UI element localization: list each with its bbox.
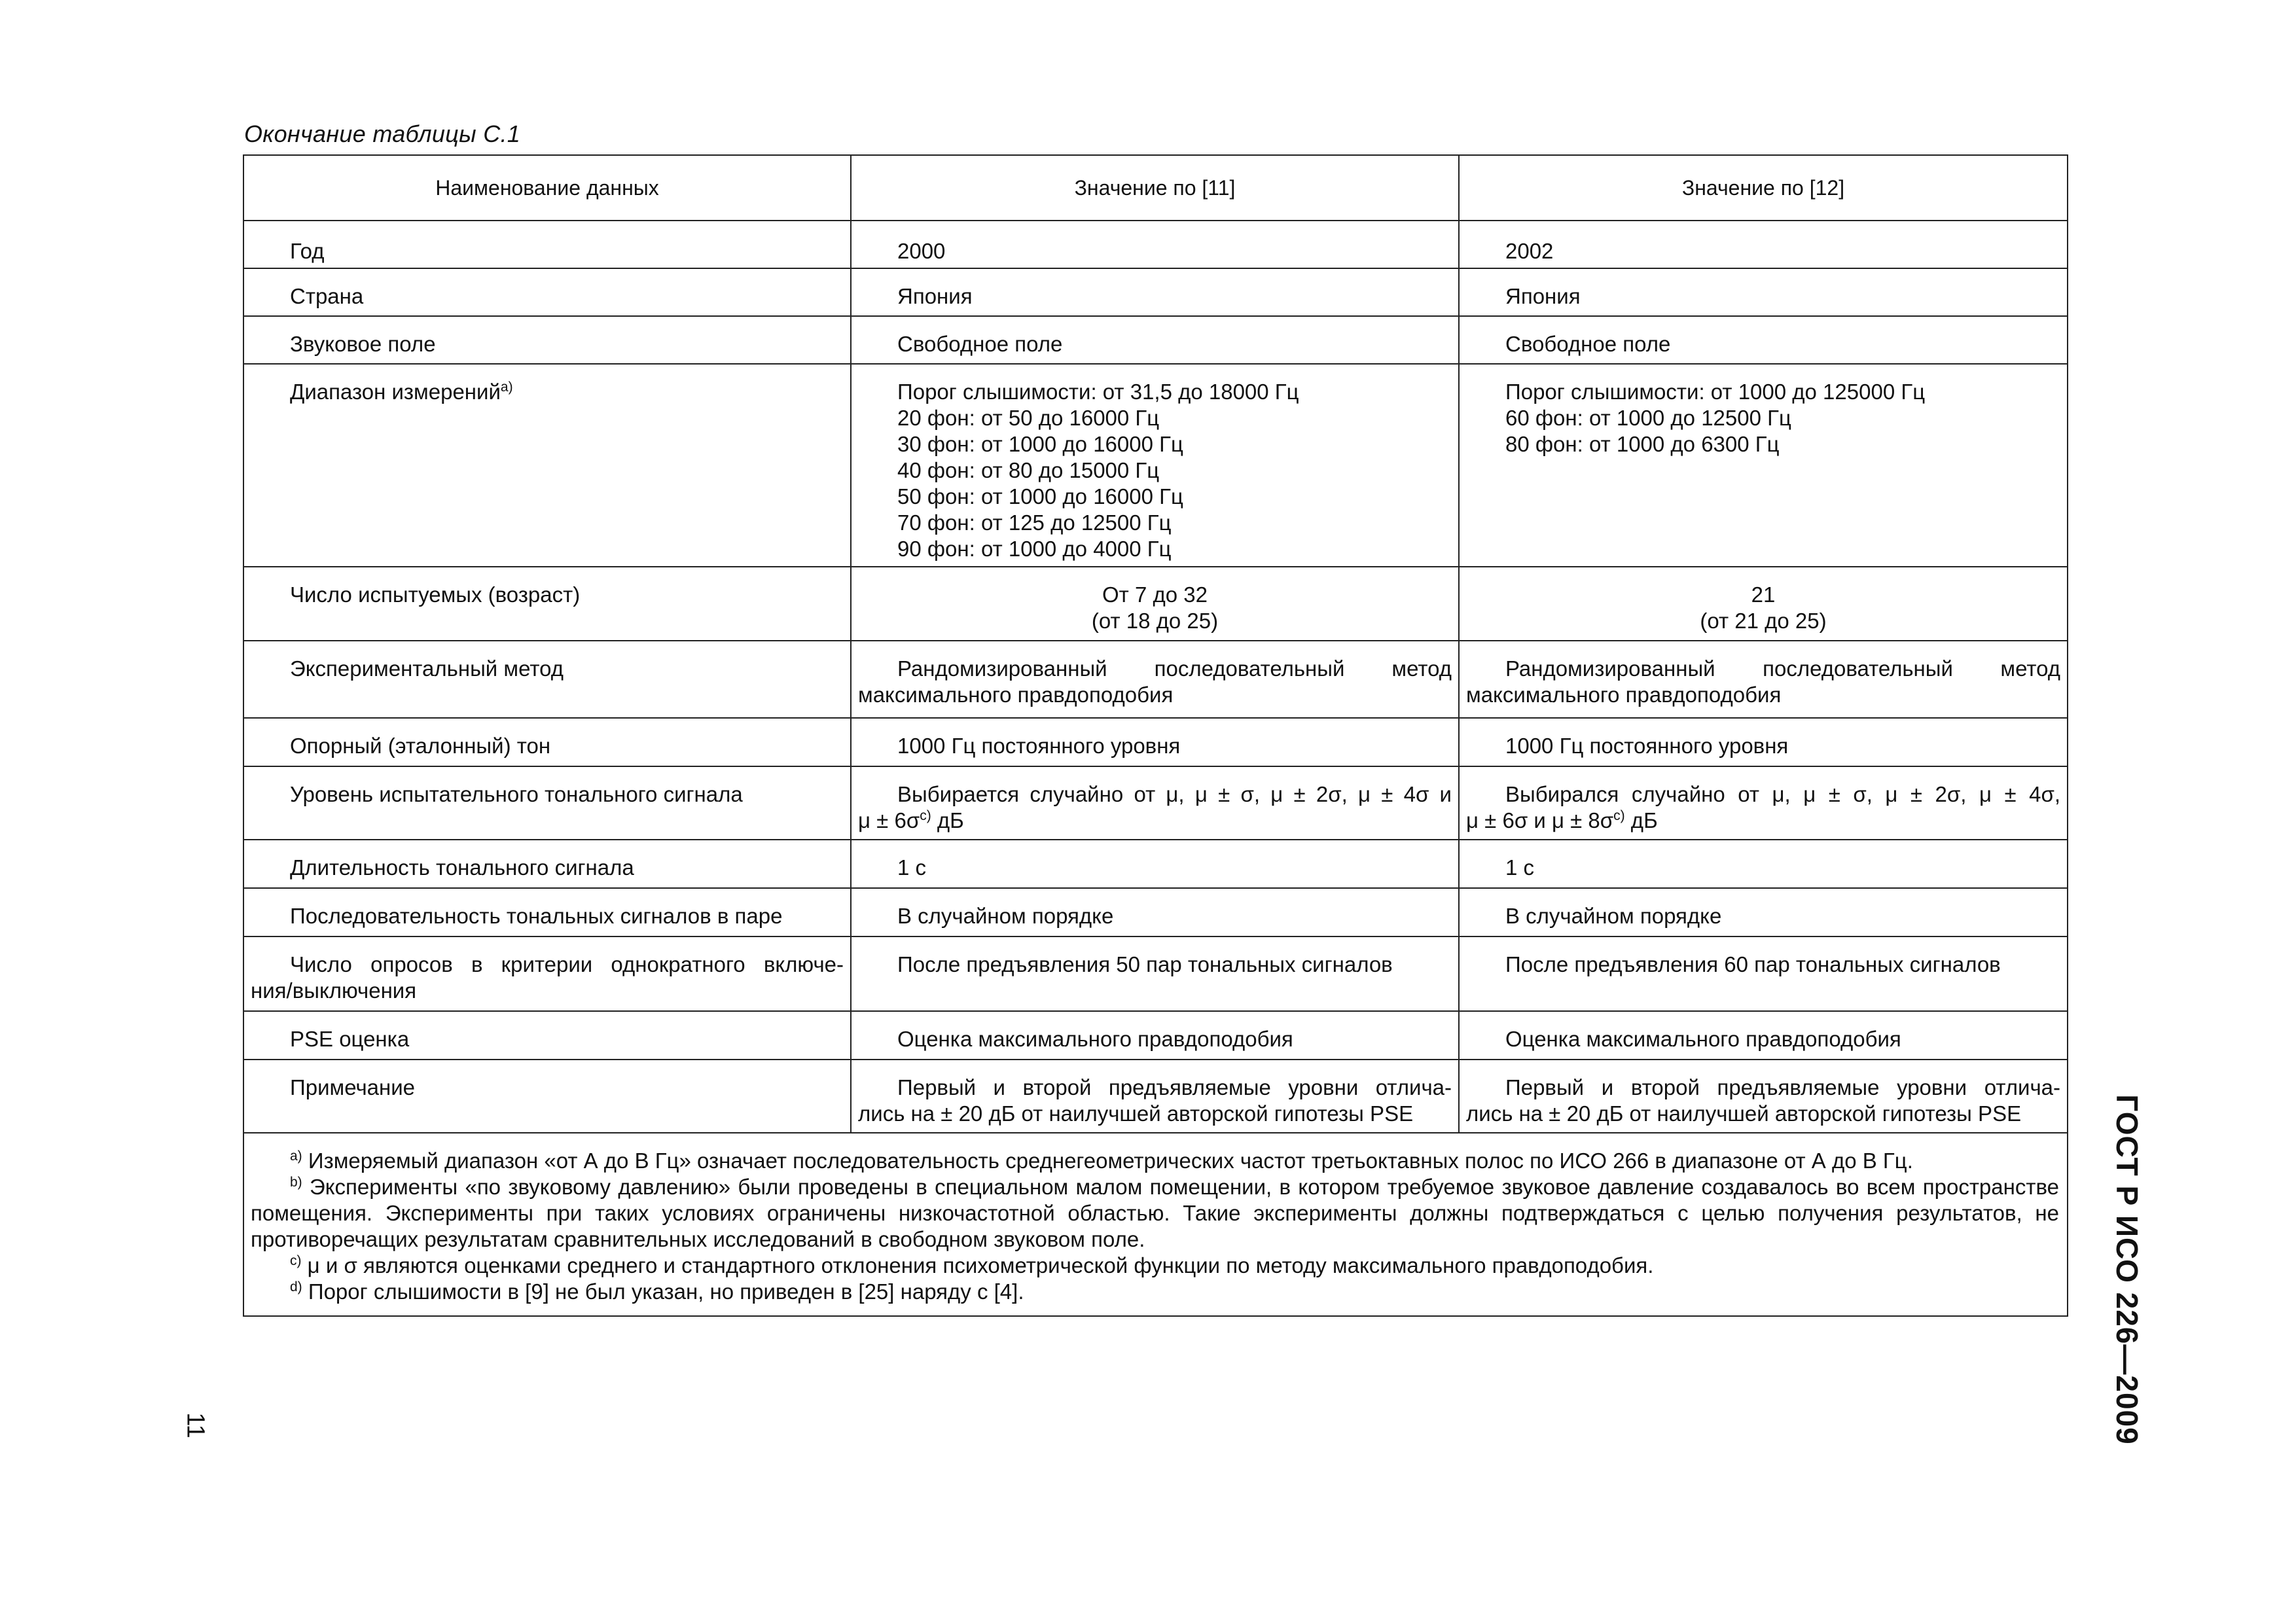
row-name-queries (243, 936, 851, 1011)
note-line: Первый и второй предъявляемые уровни отлича- (1505, 1075, 2060, 1099)
footnote-a (251, 1148, 2059, 1174)
row-name-sound-field: Звуковое поле (243, 316, 851, 364)
table-header-row (243, 155, 2068, 221)
row-value-11-year: 2000 (851, 221, 1459, 268)
page-number (175, 1406, 215, 1445)
row-value-12-sound-field: Свободное поле (1459, 316, 2068, 364)
row-value-12-subjects (1459, 567, 2068, 641)
row-value-12-reference-tone: 1000 Гц постоянного уровня (1459, 718, 2068, 766)
range-line: 40 фон: от 80 до 15000 Гц (897, 458, 1160, 482)
row-value-12-sequence: В случайном порядке (1459, 888, 2068, 936)
row-value-12-test-level (1459, 766, 2068, 840)
range-line: Порог слышимости: от 31,5 до 18000 Гц (897, 380, 1299, 404)
table-row (243, 221, 2068, 268)
row-value-11-note (851, 1060, 1459, 1133)
range-line: 70 фон: от 125 до 12500 Гц (897, 510, 1172, 535)
range-line: 80 фон: от 1000 до 6300 Гц (1505, 432, 1780, 456)
row-value-12-range (1459, 364, 2068, 567)
row-value-11-range (851, 364, 1459, 567)
method-line: максимального правдоподобия (858, 683, 1174, 707)
subjects-count: 21 (1751, 582, 1776, 607)
row-value-11-sound-field: Свободное поле (851, 316, 1459, 364)
range-line: 60 фон: от 1000 до 12500 Гц (1505, 406, 1791, 430)
footnote-c (251, 1253, 2059, 1279)
range-line: 30 фон: от 1000 до 16000 Гц (897, 432, 1183, 456)
footnote-d (251, 1279, 2059, 1305)
test-level-formula: μ ± 6σ (858, 808, 920, 832)
footnotes (243, 1133, 2068, 1316)
method-line: Рандомизированный последовательный метод (1505, 656, 2060, 681)
note-line: лись на ± 20 дБ от наилучшей авторской гипотезы PSE (858, 1101, 1414, 1126)
table-row (243, 1060, 2068, 1133)
footnotes-row (243, 1133, 2068, 1316)
row-name-sequence: Последовательность тональных сигналов в паре (243, 888, 851, 936)
table-row (243, 567, 2068, 641)
footnote-mark: b) (290, 1175, 302, 1190)
row-value-11-country: Япония (851, 268, 1459, 316)
table-row (243, 888, 2068, 936)
row-name-method: Экспериментальный метод (243, 641, 851, 718)
table-caption: Окончание таблицы С.1 (244, 120, 521, 147)
method-line: максимального правдоподобия (1466, 683, 1782, 707)
range-label: Диапазон измерений (290, 380, 501, 404)
table-row (243, 268, 2068, 316)
row-name-year: Год (243, 221, 851, 268)
footnote-b (251, 1174, 2059, 1253)
subjects-count: От 7 до 32 (1102, 582, 1208, 607)
row-name-reference-tone: Опорный (эталонный) тон (243, 718, 851, 766)
document-standard-title (2094, 1094, 2160, 1445)
footnote-ref-a: а) (500, 380, 513, 395)
table-row (243, 840, 2068, 888)
row-value-11-sequence: В случайном порядке (851, 888, 1459, 936)
footnote-mark: а) (290, 1149, 302, 1164)
row-value-11-method (851, 641, 1459, 718)
table-row (243, 766, 2068, 840)
range-line: Порог слышимости: от 1000 до 125000 Гц (1505, 380, 1926, 404)
row-value-11-reference-tone: 1000 Гц постоянного уровня (851, 718, 1459, 766)
range-line: 20 фон: от 50 до 16000 Гц (897, 406, 1160, 430)
row-name-test-level: Уровень испытательного тонального сигнала (243, 766, 851, 840)
queries-label-line: ния/выключения (251, 978, 417, 1003)
footnote-mark: с) (290, 1253, 302, 1268)
subjects-age: (от 21 до 25) (1700, 609, 1827, 633)
footnote-mark: d) (290, 1279, 302, 1294)
footnote-ref-c: с) (1613, 808, 1625, 823)
row-value-11-test-level (851, 766, 1459, 840)
test-level-line (858, 808, 1452, 834)
footnote-text: Эксперименты «по звуковому давлению» были проведены в специальном малом помещении, в котором требуемое звуковое давление создавалось во всем пространстве помещения. Эксперименты при таких условиях ограничены низкочастотной областью. Такие эксперименты должны подтверждаться с целью получения результатов, не противоречащих результатам сравнительных исследований в свободном звуковом поле. (251, 1175, 2059, 1251)
row-value-12-country: Япония (1459, 268, 2068, 316)
footnote-text: Порог слышимости в [9] не был указан, но приведен в [25] наряду с [4]. (308, 1279, 1024, 1304)
row-name-note: Примечание (243, 1060, 851, 1133)
table-row (243, 936, 2068, 1011)
footnote-text: μ и σ являются оценками среднего и стандартного отклонения психометрической функции по методу максимального правдоподобия. (307, 1253, 1654, 1277)
subjects-age: (от 18 до 25) (1091, 609, 1219, 633)
test-level-line: Выбирался случайно от μ, μ ± σ, μ ± 2σ, μ ± 4σ, (1505, 782, 2060, 806)
test-level-unit: дБ (931, 808, 964, 832)
range-line: 50 фон: от 1000 до 16000 Гц (897, 484, 1183, 508)
row-value-12-queries: После предъявления 60 пар тональных сигналов (1459, 936, 2068, 1011)
row-value-11-queries: После предъявления 50 пар тональных сигналов (851, 936, 1459, 1011)
row-name-duration: Длительность тонального сигнала (243, 840, 851, 888)
note-line: лись на ± 20 дБ от наилучшей авторской гипотезы PSE (1466, 1101, 2022, 1126)
row-value-11-duration: 1 с (851, 840, 1459, 888)
row-name-range (243, 364, 851, 567)
row-name-subjects: Число испытуемых (возраст) (243, 567, 851, 641)
note-line: Первый и второй предъявляемые уровни отлича- (897, 1075, 1452, 1099)
test-level-line: Выбирается случайно от μ, μ ± σ, μ ± 2σ, μ ± 4σ и (897, 782, 1452, 806)
row-name-country: Страна (243, 268, 851, 316)
row-value-12-pse: Оценка максимального правдоподобия (1459, 1011, 2068, 1060)
data-table (243, 154, 2068, 1317)
row-name-pse: PSE оценка (243, 1011, 851, 1060)
range-line: 90 фон: от 1000 до 4000 Гц (897, 537, 1172, 561)
header-value-11: Значение по [11] (851, 155, 1459, 221)
test-level-line (1466, 808, 2060, 834)
table-row (243, 718, 2068, 766)
method-line: Рандомизированный последовательный метод (897, 656, 1452, 681)
queries-label-line: Число опросов в критерии однократного включе- (290, 952, 844, 976)
row-value-11-pse: Оценка максимального правдоподобия (851, 1011, 1459, 1060)
row-value-12-year: 2002 (1459, 221, 2068, 268)
footnote-text: Измеряемый диапазон «от А до В Гц» означает последовательность среднегеометрических частот третьоктавных полос по ИСО 266 в диапазоне от А до В Гц. (308, 1149, 1913, 1173)
table-row (243, 641, 2068, 718)
test-level-formula: μ ± 6σ и μ ± 8σ (1466, 808, 1614, 832)
page-number-text: 11 (181, 1412, 209, 1438)
row-value-12-duration: 1 с (1459, 840, 2068, 888)
row-value-12-note (1459, 1060, 2068, 1133)
header-data-name: Наименование данных (243, 155, 851, 221)
row-value-12-method (1459, 641, 2068, 718)
table-row (243, 1011, 2068, 1060)
header-value-12: Значение по [12] (1459, 155, 2068, 221)
standard-code: ГОСТ Р ИСО 226—2009 (2110, 1094, 2144, 1445)
row-value-11-subjects (851, 567, 1459, 641)
footnote-ref-c: с) (920, 808, 931, 823)
table-row (243, 364, 2068, 567)
test-level-unit: дБ (1624, 808, 1658, 832)
table-row (243, 316, 2068, 364)
